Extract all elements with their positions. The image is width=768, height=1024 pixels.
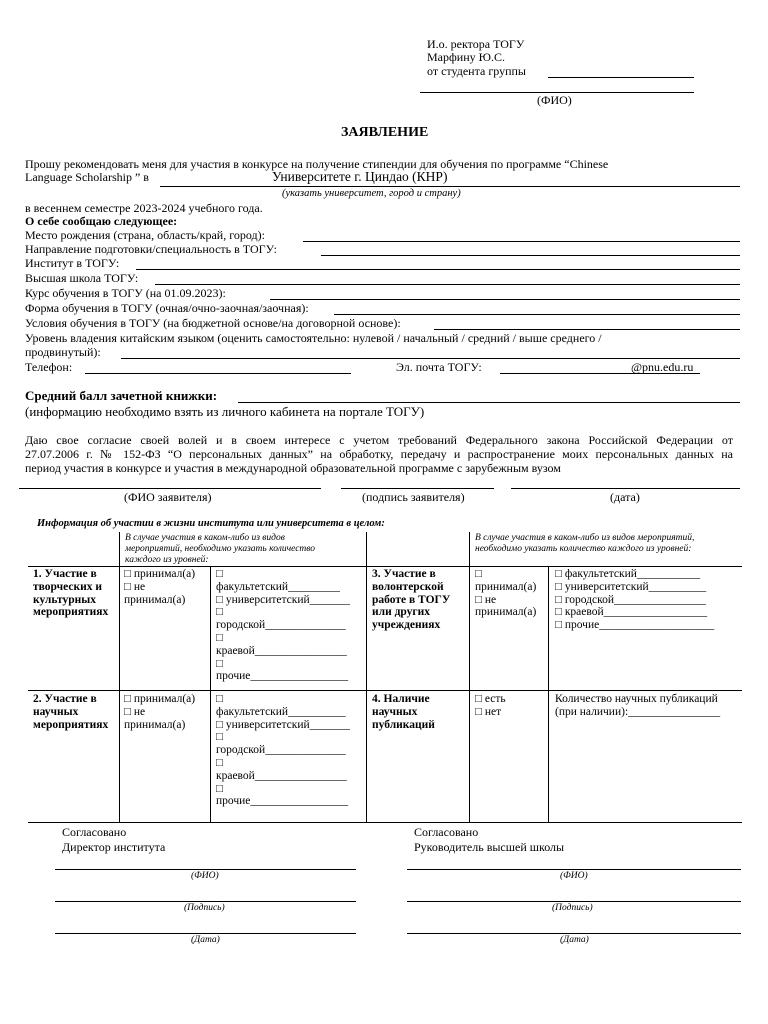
agreed-left: Согласовано xyxy=(62,825,127,839)
applicant-sign-field[interactable] xyxy=(341,488,494,489)
director-fio-field[interactable] xyxy=(55,869,356,870)
chinese-label: Уровень владения китайским языком (оценить самостоятельно: нулевой / начальный / средний / выше среднего / xyxy=(25,331,602,345)
intro-line1: Прошу рекомендовать меня для участия в конкурсе на получение стипендии для обучения по программе “Chinese xyxy=(25,157,609,171)
about-heading: О себе сообщаю следующее: xyxy=(25,214,178,228)
phone-label: Телефон: xyxy=(25,360,73,374)
head-fio-field[interactable] xyxy=(407,869,741,870)
participation-2[interactable]: □ принимал(а) □ не принимал(а) xyxy=(124,693,196,731)
director-date-hint: (Дата) xyxy=(191,935,220,945)
table-col-border xyxy=(119,532,120,822)
head-date-hint: (Дата) xyxy=(560,935,589,945)
header-from: от студента группы xyxy=(427,64,526,78)
semester-text: в весеннем семестре 2023-2024 учебного года. xyxy=(25,201,263,215)
chinese-field[interactable] xyxy=(121,358,740,359)
applicant-date-field[interactable] xyxy=(511,488,740,489)
email-label: Эл. почта ТОГУ: xyxy=(396,360,482,374)
head-sign-hint: (Подпись) xyxy=(552,903,593,913)
table-col-border xyxy=(469,532,470,822)
info-hint-2: мероприятий, необходимо указать количество xyxy=(125,544,316,554)
publications-count[interactable]: Количество научных публикаций (при наличии):________________ xyxy=(555,693,721,718)
applicant-sign-hint: (подпись заявителя) xyxy=(362,490,465,504)
page-title: ЗАЯВЛЕНИЕ xyxy=(341,125,429,140)
info-hint-r1: В случае участия в каком-либо из видов мероприятий, xyxy=(475,533,695,543)
university-hint: (указать университет, город и страну) xyxy=(282,188,461,199)
participation-3[interactable]: □ принимал(а) □ не принимал(а) xyxy=(475,568,537,619)
info-hint-1: В случае участия в каком-либо из видов xyxy=(125,533,285,543)
table-col-border xyxy=(210,566,211,822)
director-fio-hint: (ФИО) xyxy=(191,871,219,881)
table-col-border xyxy=(548,566,549,822)
info-hint-r2: необходимо указать количество каждого из уровней: xyxy=(475,544,692,554)
course-field[interactable] xyxy=(270,299,740,300)
form-field[interactable] xyxy=(334,314,740,315)
table-row-border xyxy=(28,690,742,691)
phone-field[interactable] xyxy=(85,373,351,374)
fio-hint: (ФИО) xyxy=(537,93,572,107)
gpa-label: Средний балл зачетной книжки: xyxy=(25,388,218,403)
university-field[interactable] xyxy=(160,186,740,187)
info-heading: Информация об участии в жизни института или университета в целом: xyxy=(37,518,385,529)
category-1: 1. Участие в творческих и культурных мероприятиях xyxy=(33,568,109,619)
head-sign-field[interactable] xyxy=(407,901,741,902)
institute-label: Институт в ТОГУ: xyxy=(25,256,120,270)
participation-1[interactable]: □ принимал(а) □ не принимал(а) xyxy=(124,568,196,606)
university-value: Университете г. Циндао (КНР) xyxy=(272,169,448,184)
email-domain: @pnu.edu.ru xyxy=(631,360,694,374)
levels-1[interactable]: □ факультетский_________ □ университетский_______ □ городской______________ □ краевой________________ □ прочие_________________ xyxy=(216,568,350,683)
director-sign-field[interactable] xyxy=(55,901,356,902)
head-label: Руководитель высшей школы xyxy=(414,840,565,854)
info-hint-3: каждого из уровней: xyxy=(125,555,209,565)
publications-check[interactable]: □ есть □ нет xyxy=(475,693,506,718)
agreed-right: Согласовано xyxy=(414,825,479,839)
applicant-fio-hint: (ФИО заявителя) xyxy=(124,490,212,504)
director-sign-hint: (Подпись) xyxy=(184,903,225,913)
applicant-fio-field[interactable] xyxy=(19,488,321,489)
course-label: Курс обучения в ТОГУ (на 01.09.2023): xyxy=(25,286,226,300)
levels-2[interactable]: □ факультетский__________ □ университетский_______ □ городской______________ □ краевой________________ □ прочие_________________ xyxy=(216,693,350,808)
header-name: Марфину Ю.С. xyxy=(427,50,505,64)
direction-label: Направление подготовки/специальность в ТОГУ: xyxy=(25,242,277,256)
director-label: Директор института xyxy=(62,840,166,854)
category-2: 2. Участие в научных мероприятиях xyxy=(33,693,109,731)
gpa-note: (информацию необходимо взять из личного кабинета на портале ТОГУ) xyxy=(25,404,425,419)
category-4: 4. Наличие научных публикаций xyxy=(372,693,435,731)
consent-line2: 27.07.2006 г. № 152-ФЗ “О персональных данных” на обработку, передачу и распространение моих персональных данных на xyxy=(25,447,733,461)
school-field[interactable] xyxy=(155,284,740,285)
direction-field[interactable] xyxy=(321,255,740,256)
director-date-field[interactable] xyxy=(55,933,356,934)
header-rector: И.о. ректора ТОГУ xyxy=(427,37,525,51)
group-field[interactable] xyxy=(548,77,694,78)
head-date-field[interactable] xyxy=(407,933,741,934)
gpa-field[interactable] xyxy=(238,402,740,403)
institute-field[interactable] xyxy=(136,269,740,270)
table-row-border xyxy=(28,822,742,823)
category-3: 3. Участие в волонтерской работе в ТОГУ или других учреждениях xyxy=(372,568,451,632)
conditions-label: Условия обучения в ТОГУ (на бюджетной основе/на договорной основе): xyxy=(25,316,401,330)
birthplace-field[interactable] xyxy=(303,241,740,242)
conditions-field[interactable] xyxy=(434,329,740,330)
consent-line3: период участия в конкурсе и участия в международной образовательной программе с зарубежным вузом xyxy=(25,461,561,475)
levels-3[interactable]: □ факультетский___________ □ университетский__________ □ городской________________ □ краевой__________________ □ прочие____________________ xyxy=(555,568,715,632)
head-fio-hint: (ФИО) xyxy=(560,871,588,881)
chinese-label-2: продвинутый): xyxy=(25,345,101,359)
applicant-date-hint: (дата) xyxy=(610,490,640,504)
birthplace-label: Место рождения (страна, область/край, город): xyxy=(25,228,265,242)
table-row-border xyxy=(28,566,742,567)
school-label: Высшая школа ТОГУ: xyxy=(25,271,139,285)
consent-line1: Даю свое согласие своей волей и в своем интересе с учетом требований Федерального закона Российской Федерации от xyxy=(25,433,733,447)
table-col-border xyxy=(366,532,367,822)
intro-line2: Language Scholarship ” в xyxy=(25,170,149,184)
form-label: Форма обучения в ТОГУ (очная/очно-заочная/заочная): xyxy=(25,301,309,315)
